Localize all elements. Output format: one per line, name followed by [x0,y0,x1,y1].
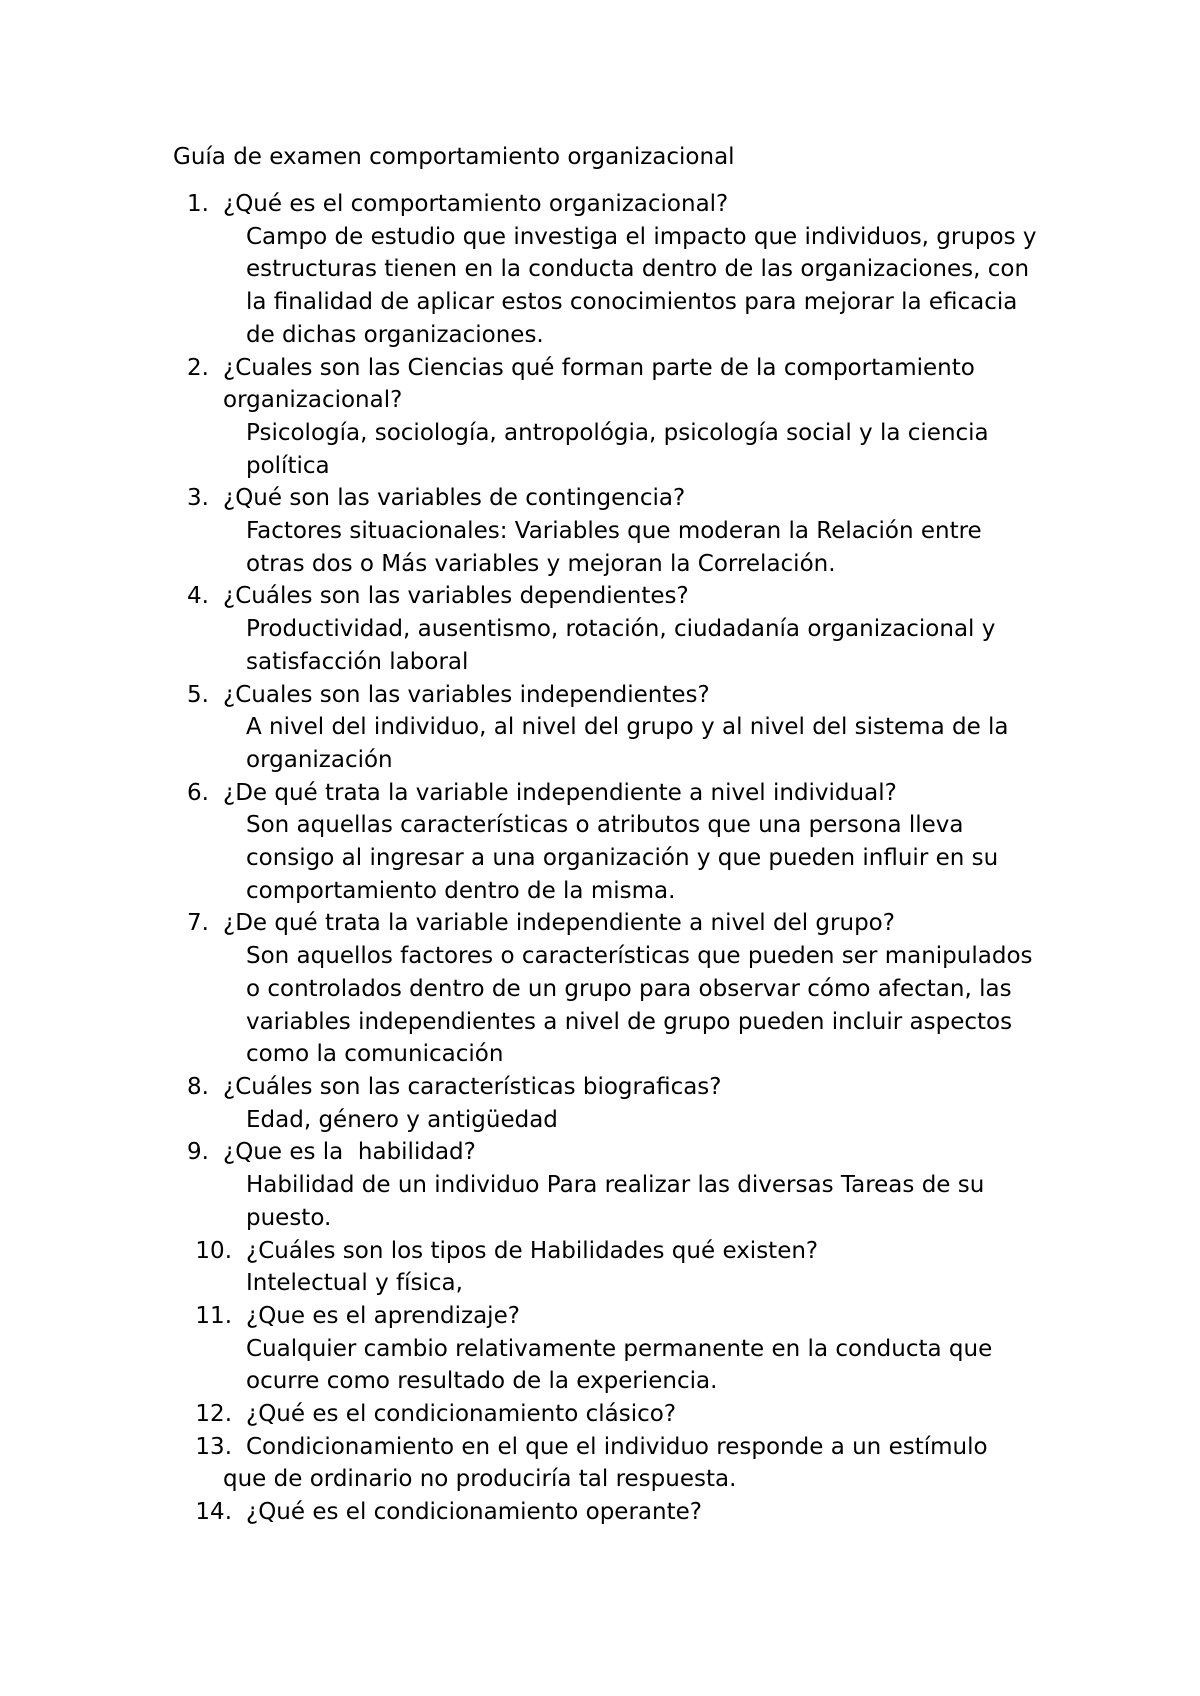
item-number: 11. [195,1302,232,1329]
item-number: 4. [187,583,209,610]
item-number: 9. [187,1139,209,1166]
question-text: ¿Qué es el condicionamiento clásico? [246,1401,677,1428]
answer-text: Edad, género y antigüedad [246,1106,558,1133]
answer-text: Habilidad de un individuo Para realizar las diversas Tareas de su puesto. [246,1172,985,1231]
list-item [0,352,1200,483]
answer-text: Son aquellas características o atributos que una persona lleva consigo al ingresar a una organización y que pueden influir en su comportamiento dentro de la misma. [246,812,999,904]
item-number: 3. [187,485,209,512]
answer-text: Cualquier cambio relativamente permanente en la conducta que ocurre como resultado de la experiencia. [246,1335,993,1395]
document-title: Guía de examen comportamiento organizacional [173,144,735,170]
list-item [0,1300,1200,1398]
question-text: ¿Qué es el condicionamiento operante? [246,1499,702,1526]
question-text: ¿Qué es el comportamiento organizacional? [223,191,729,217]
item-number: 13. [195,1433,232,1460]
answer-text: Campo de estudio que investiga el impacto que individuos, grupos y estructuras tienen en la conducta dentro de las organizaciones, con la finalidad de aplicar estos conocimientos para mejorar la eficacia de dichas organizaciones. [246,223,1037,348]
list-item [0,1235,1200,1300]
answer-text: Productividad, ausentismo, rotación, ciudadanía organizacional y satisfacción laboral [246,616,996,675]
item-number: 6. [187,779,209,806]
question-text: ¿Cuales son las variables independientes? [223,681,710,708]
answer-text: Intelectual y física, [246,1270,463,1297]
question-text: ¿De qué trata la variable independiente a nivel individual? [223,779,897,806]
question-text: Condicionamiento en el que el individuo responde a un estímulo que de ordinario no produciría tal respuesta. [223,1433,988,1493]
answer-text: Factores situacionales: Variables que moderan la Relación entre otras dos o Más variables y mejoran la Correlación. [246,518,982,577]
list-item [0,1398,1200,1431]
item-number: 12. [195,1401,232,1428]
list-item [0,1071,1200,1136]
list-item [0,580,1200,678]
question-list [0,188,1200,1529]
item-number: 1. [187,191,209,217]
item-number: 2. [187,354,209,381]
item-number: 10. [195,1237,232,1264]
list-item [0,482,1200,580]
question-text: ¿Cuáles son las características biograficas? [223,1073,722,1100]
question-text: ¿Cuáles son los tipos de Habilidades qué existen? [246,1237,819,1264]
question-text: ¿Cuáles son las variables dependientes? [223,583,689,610]
list-item [0,1431,1200,1496]
item-number: 14. [195,1499,232,1526]
list-item [0,1136,1200,1234]
question-text: ¿Que es la habilidad? [223,1139,476,1166]
list-item [0,907,1200,1071]
item-number: 5. [187,681,209,708]
answer-text: Son aquellos factores o características que pueden ser manipulados o controlados dentro de un grupo para observar cómo afectan, las variables independientes a nivel de grupo pueden incluir aspectos como la comunicación [246,943,1033,1068]
answer-text: A nivel del individuo, al nivel del grupo y al nivel del sistema de la organización [246,714,1009,773]
item-number: 8. [187,1073,209,1100]
item-number: 7. [187,910,209,937]
question-text: ¿Cuales son las Ciencias qué forman parte de la comportamiento organizacional? [223,354,975,414]
question-text: ¿De qué trata la variable independiente a nivel del grupo? [223,910,895,937]
list-item [0,679,1200,777]
list-item [0,777,1200,908]
list-item [0,188,1200,352]
answer-text: Psicología, sociología, antropológia, psicología social y la ciencia política [246,419,989,479]
question-text: ¿Que es el aprendizaje? [246,1302,520,1329]
list-item [0,1496,1200,1529]
question-text: ¿Qué son las variables de contingencia? [223,485,686,512]
